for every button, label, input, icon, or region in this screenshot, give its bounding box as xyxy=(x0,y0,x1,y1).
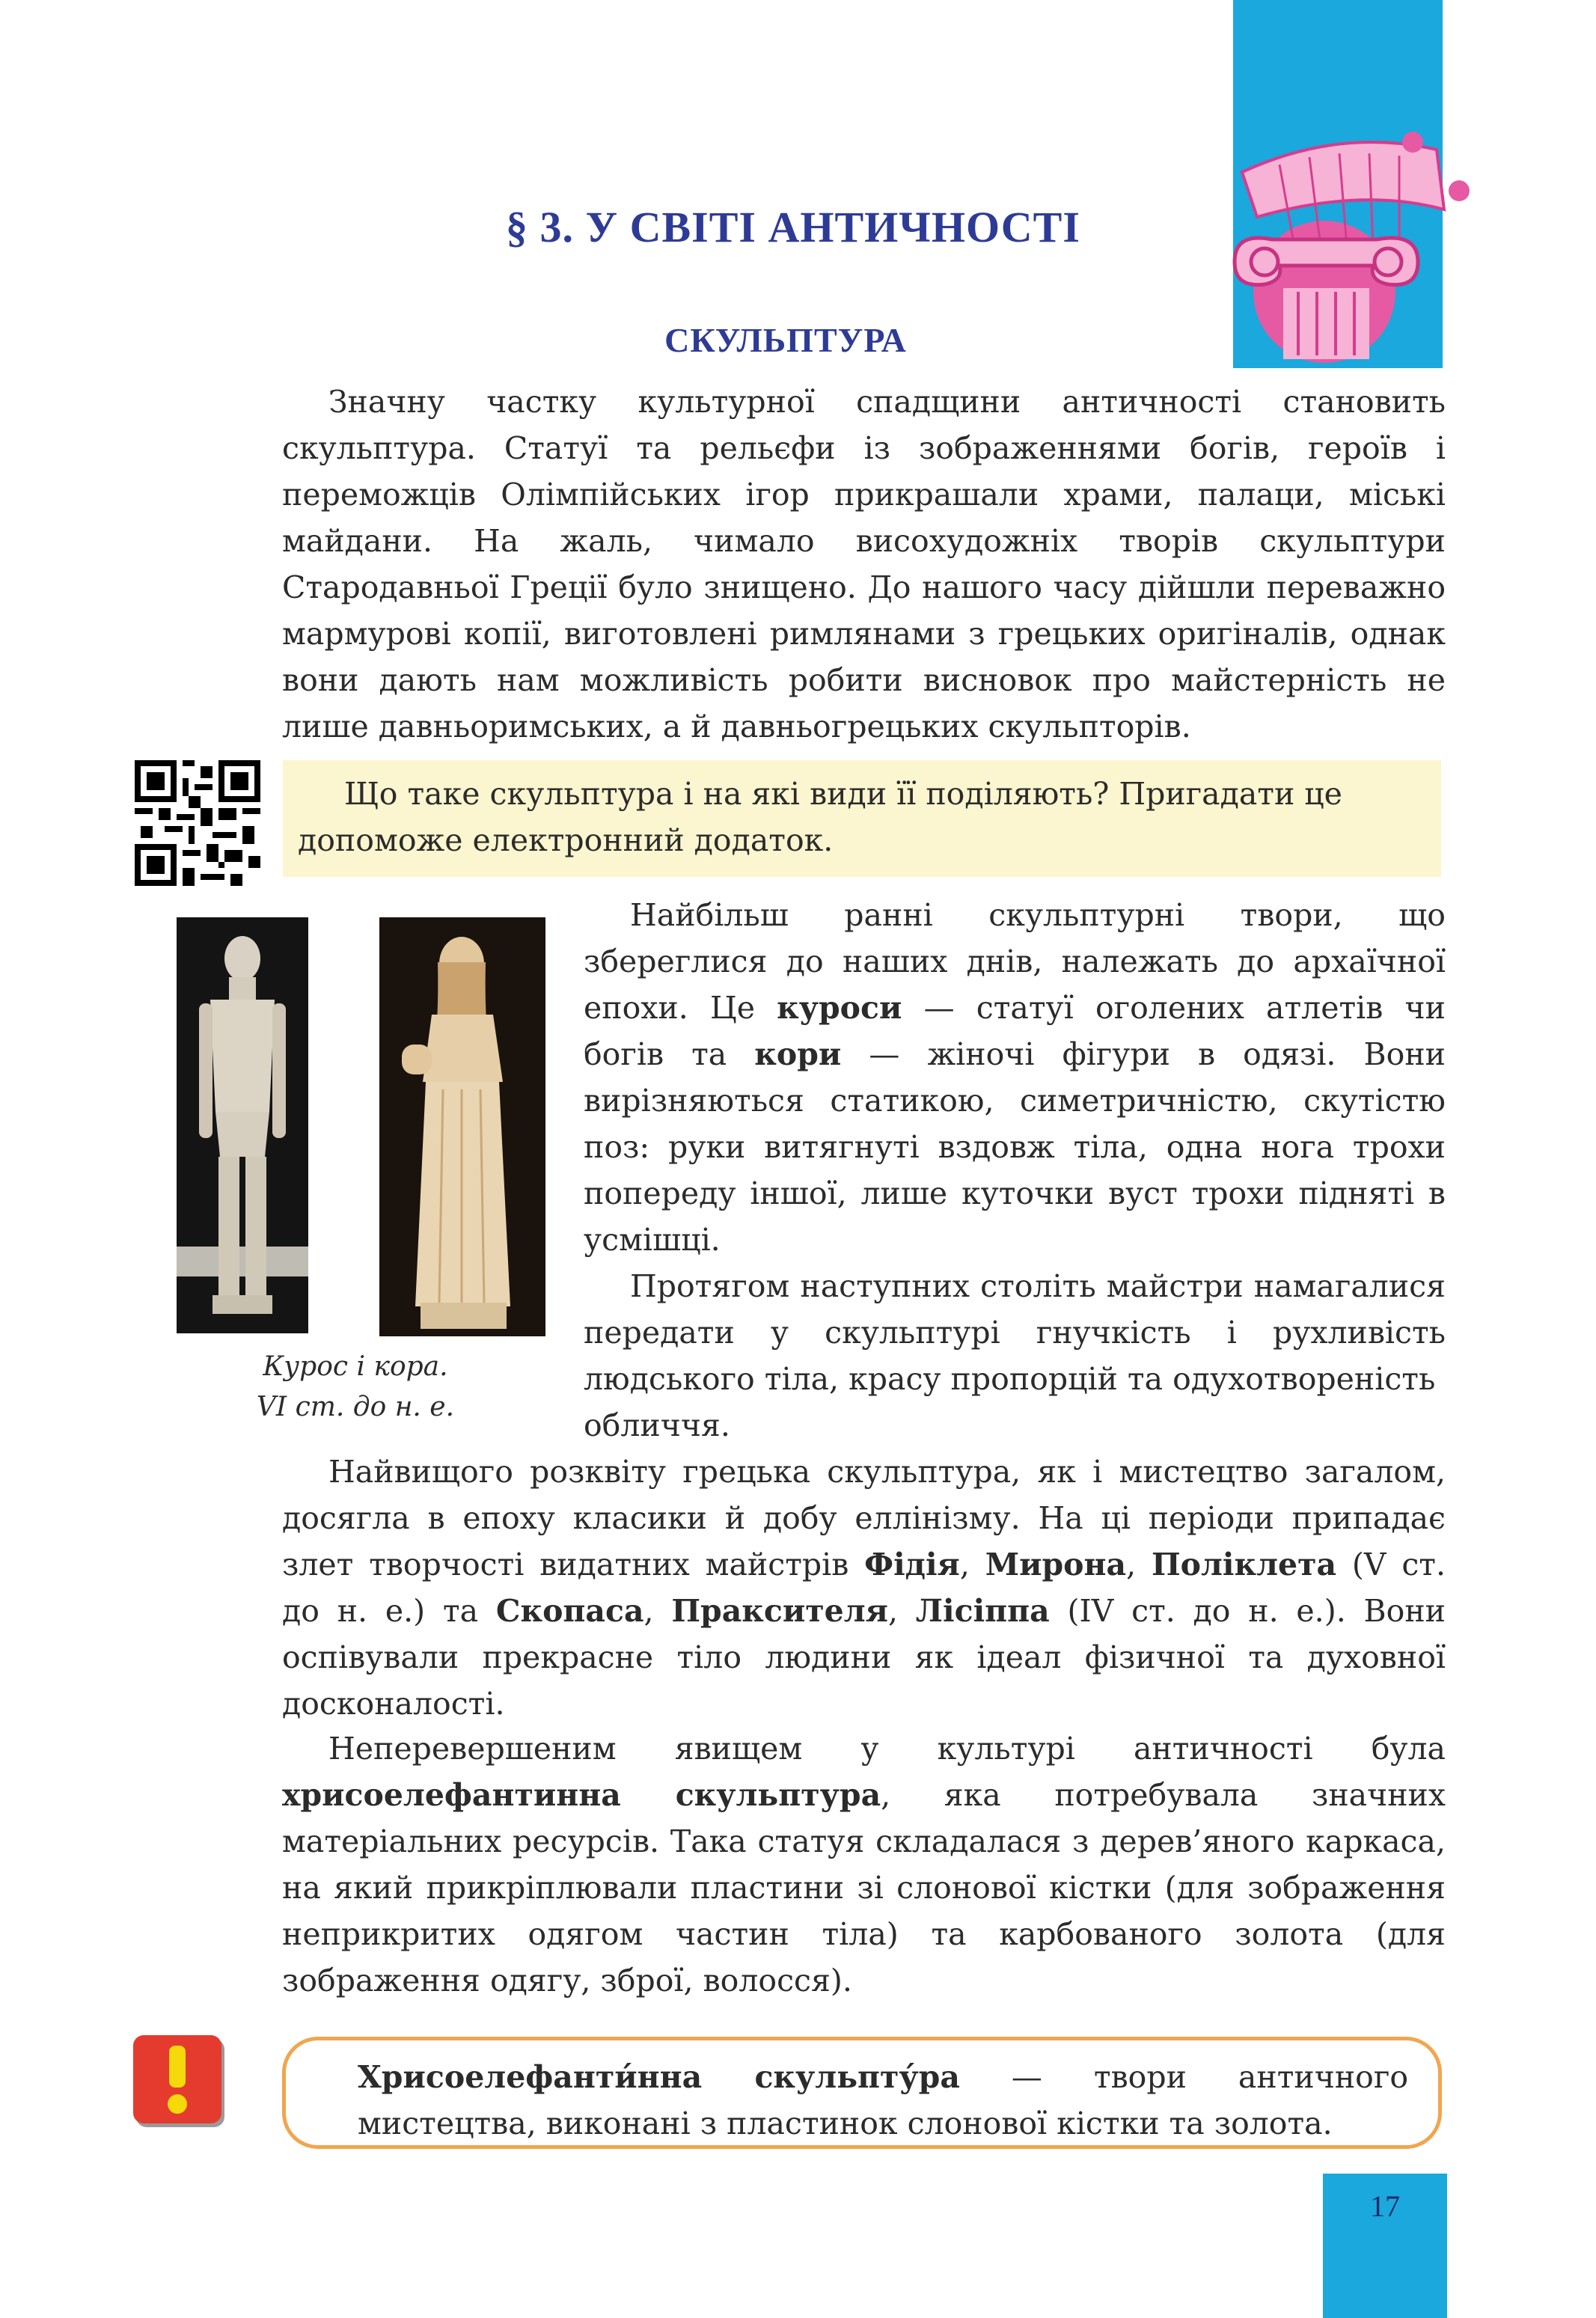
text-run: Найбільш ранні скульптурні твори, що збереглися до наших днів, належать до архаїчної епохи. Це xyxy=(584,897,1446,1026)
text-run: Неперевершеним явищем у культурі античності була xyxy=(328,1731,1446,1767)
section-title: § 3. У СВІТІ АНТИЧНОСТІ xyxy=(506,203,1080,251)
name-polyklet: Поліклета xyxy=(1151,1547,1337,1582)
figure-caption xyxy=(224,1347,486,1428)
text-run: Найвищого розквіту грецька скульптура, як і мистецтво загалом, досягла в епоху класики й добу еллінізму. На ці періоди припадає злет творчості видатних майстрів xyxy=(282,1454,1446,1582)
qr-code-icon[interactable] xyxy=(135,760,260,886)
text-run: , xyxy=(887,1593,916,1629)
ionic-column-lyre-icon xyxy=(1212,120,1474,367)
note-text: Що таке скульптура і на які види її поділяють? Пригадати це допоможе електронний додаток. xyxy=(298,776,1342,858)
text-run: — статуї оголених атлетів чи богів та xyxy=(584,990,1446,1072)
kore-photo xyxy=(379,917,545,1336)
text-run: , яка потребувала значних матеріальних ресурсів. Така статуя складалася з дерев’яного каркаса, на який прикріплювали пластини зі слонової кістки (для зображення неприкритих одягом частин тіла) та карбованого золота (для зображення одягу, зброї, волосся). xyxy=(282,1777,1446,1999)
term-chryselephantine: хрисоелефантинна скульптура xyxy=(282,1777,881,1813)
definition-text: — твори античного мистецтва, виконані з пластинок слонової кістки та золота. xyxy=(358,2059,1408,2141)
paragraph-intro: Значну частку культурної спадщини античності становить скульптура. Статуї та рельєфи із зображеннями богів, героїв і переможців Олімпійських ігор прикрашали храми, палаци, міські майдани. На жаль, чимало висохудожніх творів скульптури Стародавньої Греції було знищено. До нашого часу дійшли переважно мармурові копії, виготовлені римлянами з грецьких оригіналів, однак вони дають нам можливість робити висновок про майстерність не лише давньоримських, а й давньогрецьких скульпторів. xyxy=(282,384,1446,744)
kore-statue-image xyxy=(379,917,545,1336)
definition-box xyxy=(282,2037,1442,2149)
text-run: (IV ст. до н. е.). Вони оспівували прекрасне тіло людини як ідеал фізичної та духовної досконалості. xyxy=(282,1593,1446,1722)
definition-term: Хрисоелефанти́нна скульпту́ра xyxy=(358,2059,960,2095)
name-praksitel: Праксителя xyxy=(671,1593,888,1629)
caption-line-2: VI ст. до н. е. xyxy=(256,1392,455,1422)
text-run: — жіночі фігури в одязі. Вони вирізняються статикою, симетричністю, скутістю поз: руки витягнуті вздовж тіла, одна нога трохи попереду іншої, лише куточки вуст трохи підняті в усмішці. xyxy=(584,1036,1446,1258)
paragraph-classic xyxy=(282,1449,1446,1727)
paragraph-chryselephantine xyxy=(282,1725,1446,2004)
term-kourosy: куроси xyxy=(777,990,902,1026)
caption-line-1: Курос і кора. xyxy=(263,1351,448,1382)
page-number: 17 xyxy=(1370,2189,1400,2223)
subsection-title: СКУЛЬПТУРА xyxy=(664,321,907,359)
e-supplement-note xyxy=(283,760,1441,877)
paragraph-later-centuries: Протягом наступних століть майстри намагалися передати у скульптурі гнучкість і рухливість людського тіла, красу пропорцій та одухотвореність xyxy=(584,1268,1446,1397)
paragraph-later-centuries-end: обличчя. xyxy=(584,1407,730,1443)
kouros-statue-image xyxy=(177,917,308,1333)
name-lisipp: Лісіппа xyxy=(915,1593,1050,1629)
name-skopas: Скопаса xyxy=(495,1593,644,1629)
text-run: , xyxy=(1126,1547,1152,1582)
name-myron: Мирона xyxy=(985,1547,1127,1582)
text-run: , xyxy=(643,1593,672,1629)
text-run: (V ст. до н. е.) та xyxy=(282,1547,1446,1629)
name-fidiy: Фідія xyxy=(864,1547,960,1582)
term-kory: кори xyxy=(754,1036,842,1072)
kouros-photo xyxy=(177,917,308,1333)
text-run: , xyxy=(959,1547,985,1582)
exclamation-icon xyxy=(133,2035,221,2123)
paragraph-archaic xyxy=(584,892,1446,1263)
